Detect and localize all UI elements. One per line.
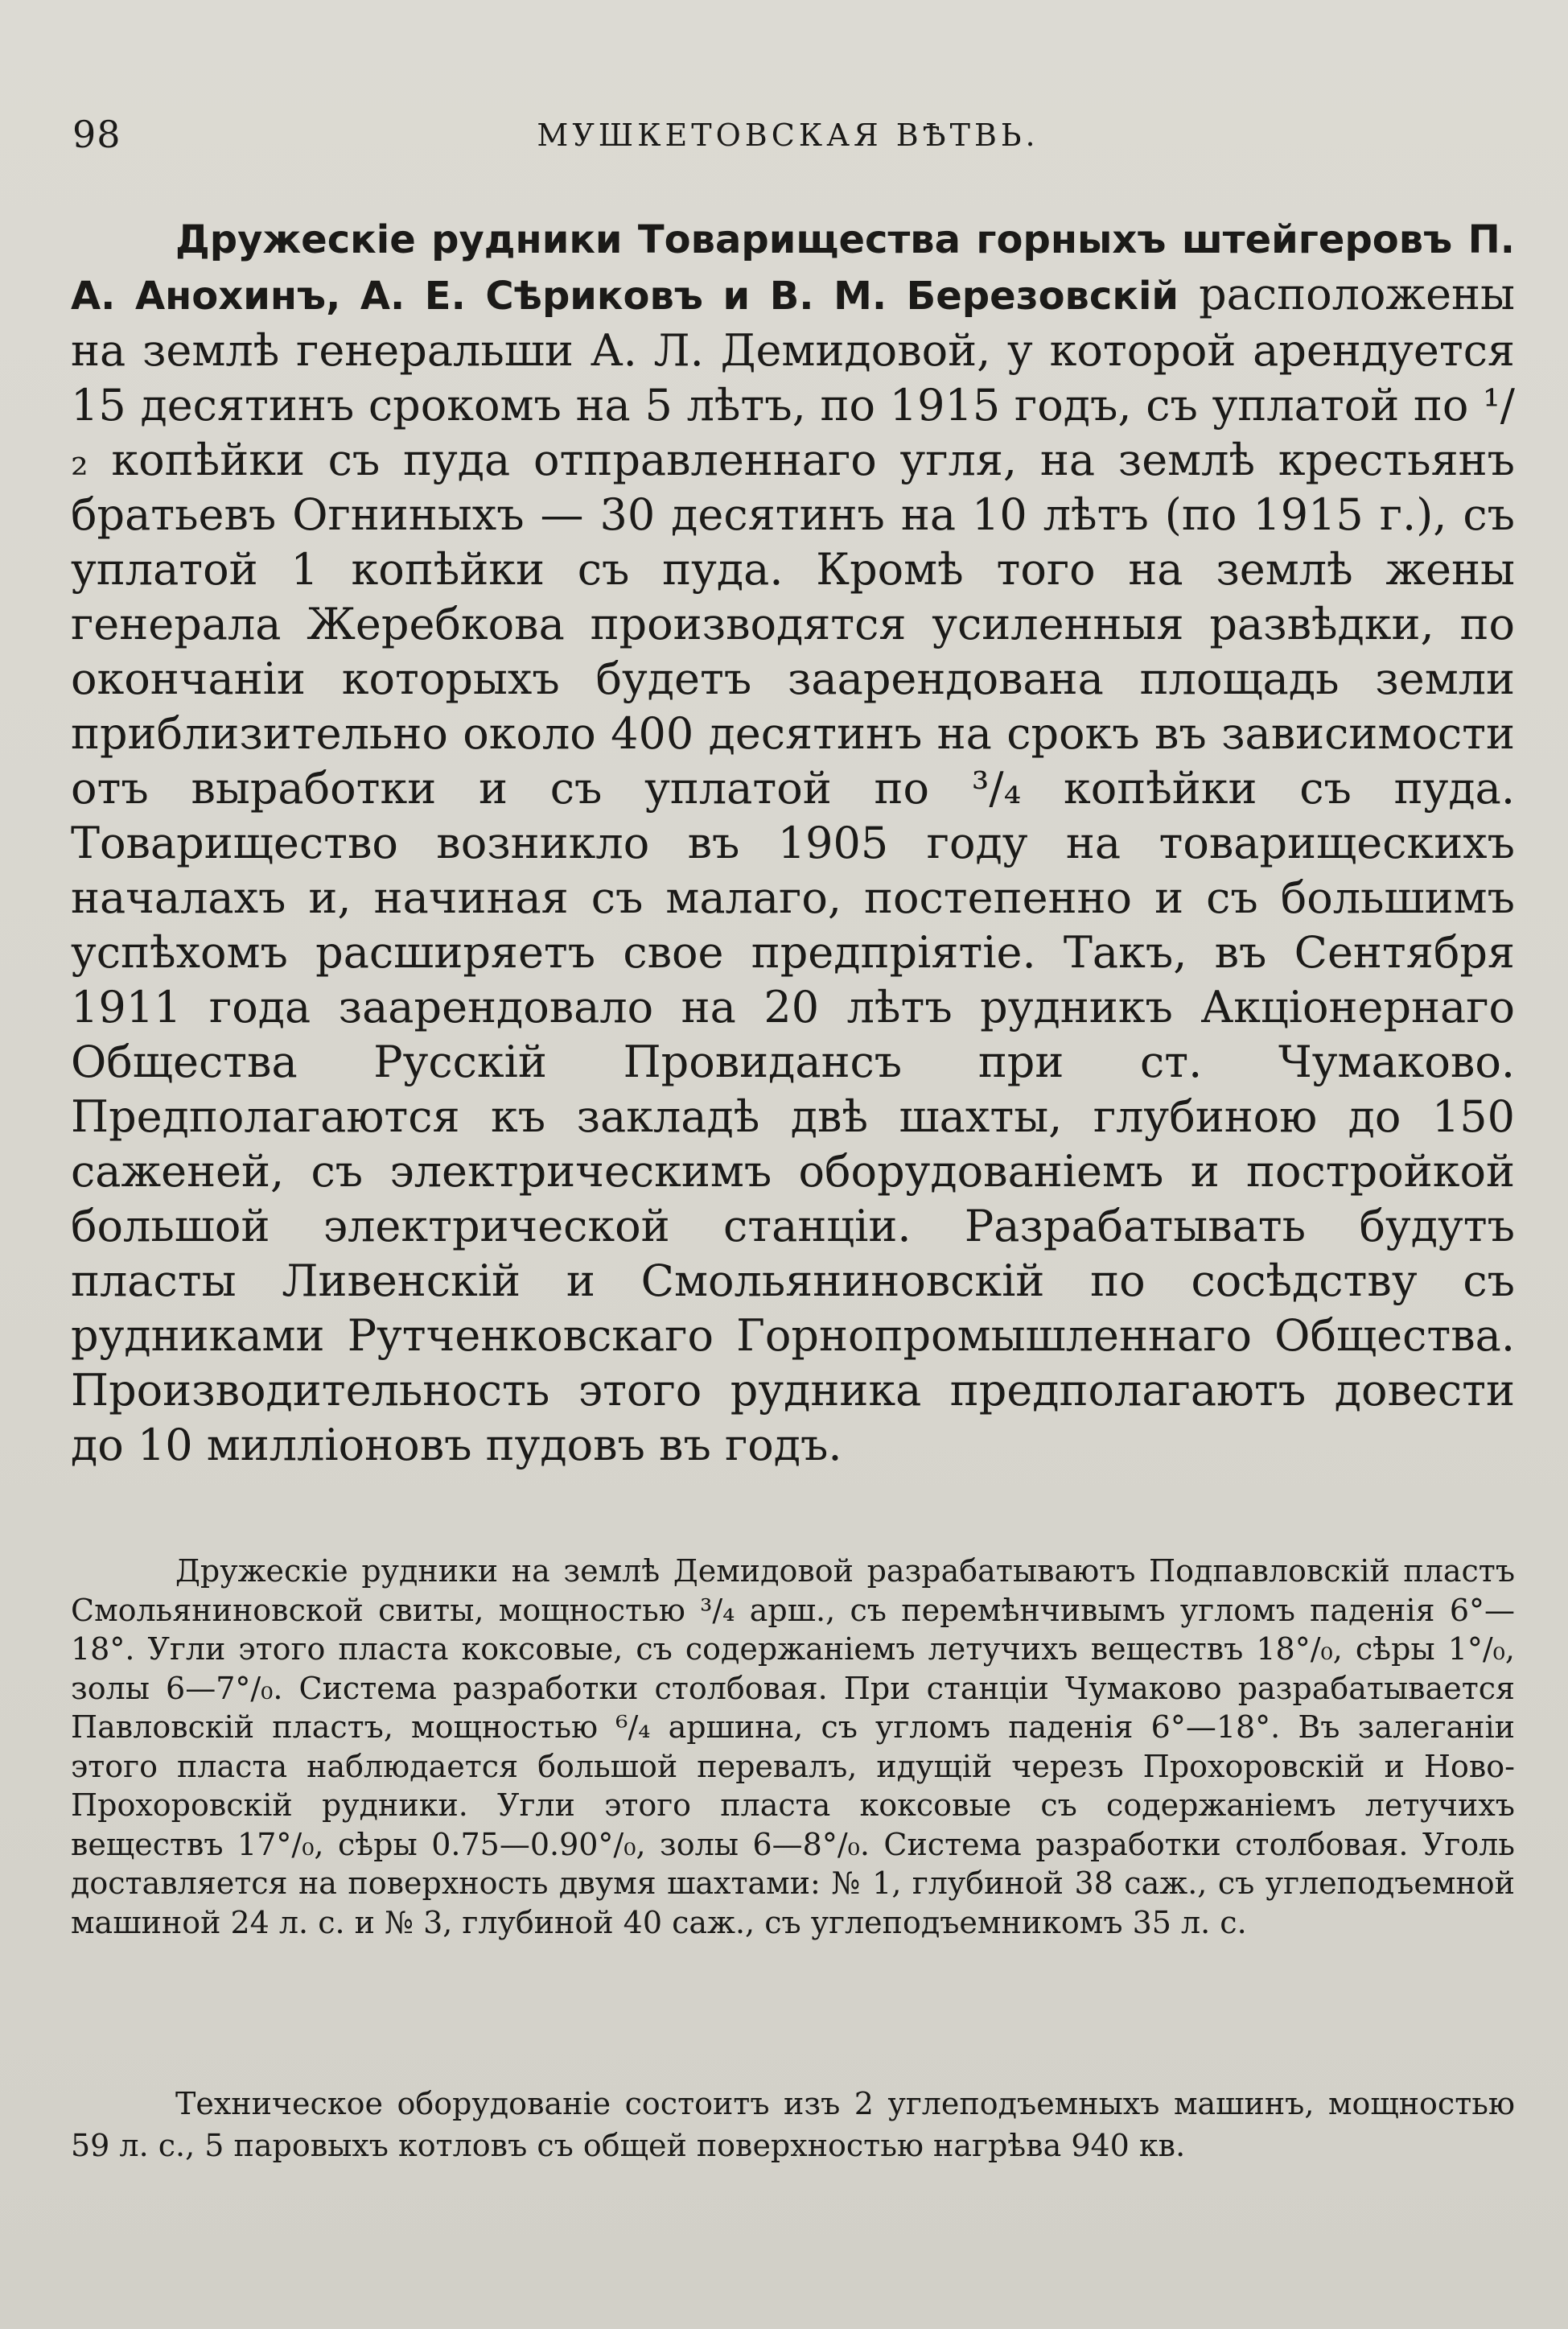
main-paragraph-lead: Дружескiе рудники Товарищества горныхъ штейгеровъ П. А. Анохинъ, А. Е. Сѣриковъ и В. М. Березовскiй	[71, 217, 1515, 319]
main-paragraph-text: расположены на землѣ генеральши А. Л. Демидовой, у которой арендуется 15 десятинъ срокомъ на 5 лѣтъ, по 1915 годъ, съ уплатой по ¹/₂ копѣйки съ пуда отправленнаго угля, на землѣ крестьянъ братьевъ Огниныхъ — 30 десятинъ на 10 лѣтъ (по 1915 г.), съ уплатой 1 копѣйки съ пуда. Кромѣ того на землѣ жены генерала Жеребкова производятся усиленныя развѣдки, по окончанiи которыхъ будетъ заарендована площадь земли приблизительно около 400 десятинъ на срокъ въ зависимости отъ выработки и съ уплатой по ³/₄ копѣйки съ пуда. Товарищество возникло въ 1905 году на товарищескихъ началахъ и, начиная съ малаго, постепенно и съ большимъ успѣхомъ расширяетъ свое предпрiятiе. Такъ, въ Сентября 1911 года заарендовало на 20 лѣтъ рудникъ Акцiонернаго Общества Русскiй Провидансъ при ст. Чумаково. Предполагаются къ закладѣ двѣ шахты, глубиною до 150 саженей, съ электрическимъ оборудованiемъ и постройкой большой электрической станцiи. Разрабатывать будутъ пласты Ливенскiй и Смольяниновскiй по сосѣдству съ рудниками Рутченковскаго Горнопромышленнаго Общества. Производительность этого рудника предполагаютъ довести до 10 миллiоновъ пудовъ въ годъ.	[71, 269, 1516, 1470]
tech-paragraph: Техническое оборудованiе состоитъ изъ 2 углеподъемныхъ машинъ, мощностью 59 л. с., 5 паровыхъ котловъ съ общей поверхностью нагрѣва 940 кв.	[71, 2086, 1515, 2163]
main-paragraph	[71, 211, 1515, 1473]
page-number: 98	[72, 113, 121, 156]
notes-paragraph: Дружескiе рудники на землѣ Демидовой разрабатываютъ Подпавловскiй пластъ Смольяниновской свиты, мощностью ³/₄ арш., съ перемѣнчивымъ угломъ паденiя 6°—18°. Угли этого пласта коксовые, съ содержанiемъ летучихъ веществъ 18°/₀, сѣры 1°/₀, золы 6—7°/₀. Система разработки столбовая. При станцiи Чумаково разрабатывается Павловскiй пластъ, мощностью ⁶/₄ аршина, съ угломъ паденiя 6°—18°. Въ залеганiи этого пласта наблюдается большой перевалъ, идущiй черезъ Прохоровскiй и Ново-Прохоровскiй рудники. Угли этого пласта коксовые съ содержанiемъ летучихъ веществъ 17°/₀, сѣры 0.75—0.90°/₀, золы 6—8°/₀. Система разработки столбовая. Уголь доставляется на поверхность двумя шахтами: № 1, глубиной 38 саж., съ углеподъемной машиной 24 л. с. и № 3, глубиной 40 саж., съ углеподъемникомъ 35 л. с.	[71, 1553, 1515, 1940]
running-head: МУШКЕТОВСКАЯ ВѢТВЬ.	[537, 117, 1039, 153]
page-header	[72, 113, 1504, 161]
